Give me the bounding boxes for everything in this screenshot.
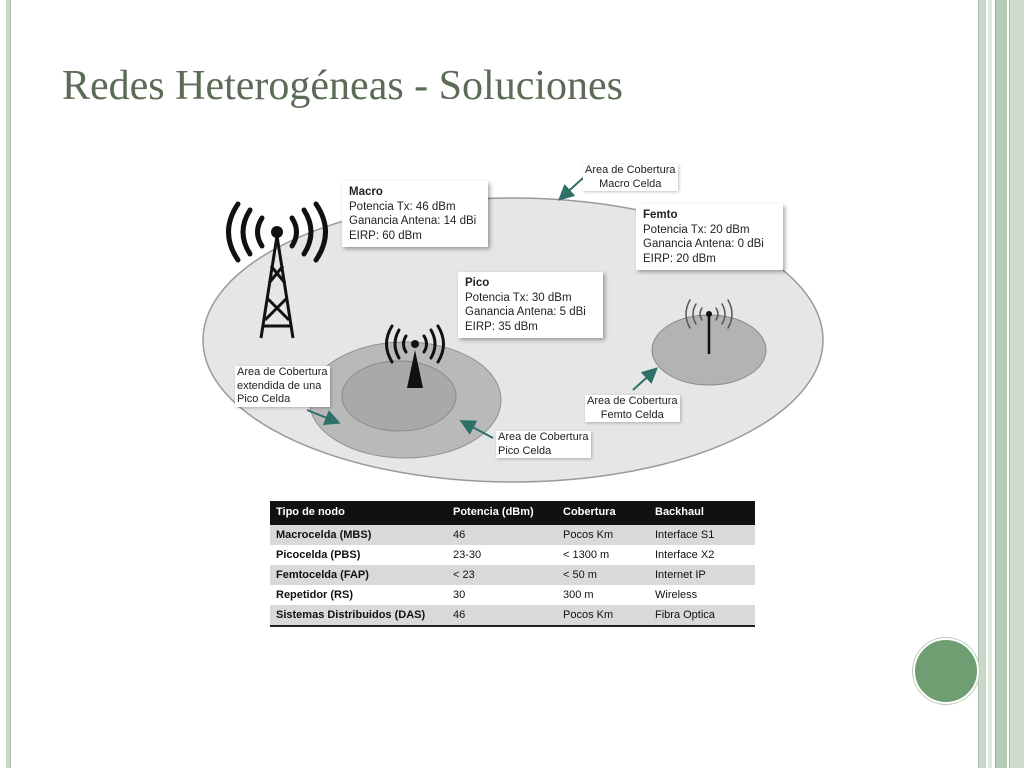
macro-tx-power: Potencia Tx: 46 dBm [349,200,456,213]
label-pico-area-line2: Pico Celda [498,444,552,457]
cell-node-type: Repetidor (RS) [276,589,353,601]
pico-eirp: EIRP: 35 dBm [465,320,538,333]
cell-power: 23-30 [453,549,482,561]
macro-antenna-icon [271,226,283,238]
label-femto-area-line2: Femto Celda [600,408,664,421]
header-coverage: Cobertura [557,501,649,525]
macro-eirp: EIRP: 60 dBm [349,229,422,242]
arrow-macro-area [561,178,583,198]
label-femto-area-line1: Area de Cobertura [587,395,678,407]
label-pico-extended-line1: Area de Cobertura [237,366,328,378]
femto-eirp: EIRP: 20 dBm [643,252,716,265]
cell-node-type: Picocelda (PBS) [276,549,361,561]
cell-power: < 23 [447,565,557,585]
cell-power: 46 [447,525,557,545]
cell-coverage: < 1300 m [563,549,610,561]
table-row [270,565,755,585]
pico-callout [458,272,603,338]
node-types-table [270,501,755,627]
macro-callout-title: Macro [349,186,383,198]
table-row [270,605,755,626]
table-header-row [270,501,755,525]
label-pico-extended-line3: Pico Celda [237,393,291,405]
label-pico-area-line1: Area de Cobertura [498,431,589,443]
cell-backhaul: Interface X2 [655,549,715,561]
cell-power: 46 [447,605,557,626]
cell-backhaul: Wireless [655,589,698,601]
label-macro-area [583,164,678,191]
cell-power: 30 [453,589,466,601]
cell-backhaul: Internet IP [649,565,755,585]
table-row [270,525,755,545]
cell-node-type: Macrocelda (MBS) [270,525,447,545]
cell-coverage: Pocos Km [557,605,649,626]
pico-antenna-gain: Ganancia Antena: 5 dBi [465,306,586,318]
femto-callout-title: Femto [643,209,678,221]
label-femto-area [585,395,680,422]
label-pico-extended-line2: extendida de una [237,379,322,392]
label-pico-area [496,431,591,458]
header-backhaul: Backhaul [649,501,755,525]
cell-node-type: Sistemas Distribuidos (DAS) [270,605,447,626]
macro-callout [342,181,488,247]
header-node-type: Tipo de nodo [270,501,447,525]
pico-tx-power: Potencia Tx: 30 dBm [465,291,572,304]
cell-coverage: Pocos Km [557,525,649,545]
table-row [270,545,755,565]
femto-antenna-gain: Ganancia Antena: 0 dBi [643,238,764,250]
left-frame-bar [6,0,11,768]
cell-backhaul: Fibra Optica [649,605,755,626]
femto-tx-power: Potencia Tx: 20 dBm [643,223,750,236]
header-power: Potencia (dBm) [447,501,557,525]
macro-antenna-gain: Ganancia Antena: 14 dBi [349,215,477,227]
slide-title: Redes Heterogéneas - Soluciones [62,63,623,109]
cell-backhaul: Interface S1 [649,525,755,545]
femto-callout [636,204,783,270]
label-macro-area-line1: Area de Cobertura [585,164,676,176]
hetnet-diagram [195,158,835,488]
label-pico-extended [235,366,330,407]
decorative-green-circle [913,638,979,704]
right-frame-bars [974,0,1024,768]
label-macro-area-line2: Macro Celda [599,177,662,190]
cell-coverage: < 50 m [557,565,649,585]
cell-coverage: 300 m [563,589,594,601]
pico-coverage-area [342,361,456,431]
pico-callout-title: Pico [465,277,490,289]
cell-node-type: Femtocelda (FAP) [270,565,447,585]
table-row [270,585,755,605]
